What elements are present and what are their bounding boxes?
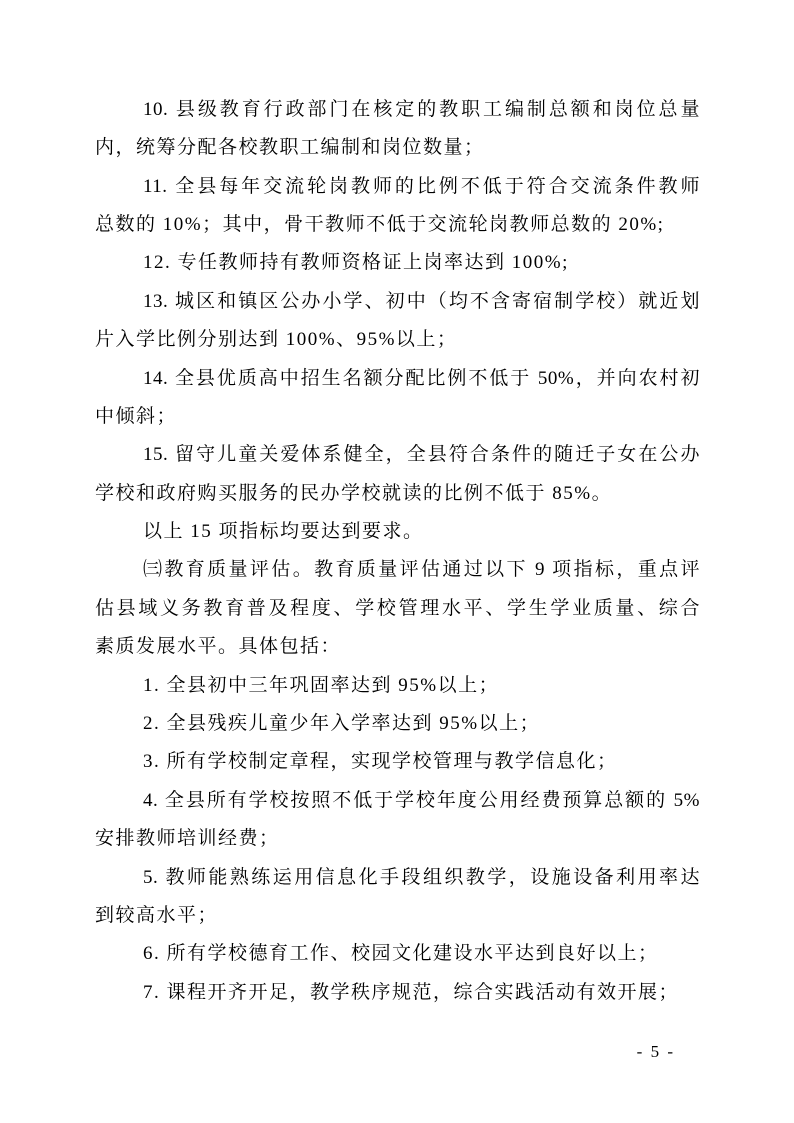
text-line: 素质发展水平。具体包括： xyxy=(95,636,342,658)
text-line: 2. 全县残疾儿童少年入学率达到 95%以上； xyxy=(143,713,541,735)
text-line: 内，统筹分配各校教职工编制和岗位数量； xyxy=(95,137,485,159)
text-line: 10. 县级教育行政部门在核定的教职工编制总额和岗位总量 xyxy=(143,98,700,120)
text-line: 14. 全县优质高中招生名额分配比例不低于 50%，并向农村初 xyxy=(143,367,700,389)
text-line: 12. 专任教师持有教师资格证上岗率达到 100%; xyxy=(143,252,569,274)
page-number: - 5 - xyxy=(636,1042,675,1061)
text-line: 以上 15 项指标均要达到要求。 xyxy=(143,521,424,543)
text-line: 6. 所有学校德育工作、校园文化建设水平达到良好以上； xyxy=(143,943,659,965)
text-line: 安排教师培训经费； xyxy=(95,828,280,850)
text-line: 估县域义务教育普及程度、学校管理水平、学生学业质量、综合 xyxy=(95,597,700,619)
text-line: 7. 课程开齐开足，教学秩序规范，综合实践活动有效开展； xyxy=(143,981,680,1003)
text-line: 3. 所有学校制定章程，实现学校管理与教学信息化； xyxy=(143,751,618,773)
text-line: 13. 城区和镇区公办小学、初中（均不含寄宿制学校）就近划 xyxy=(143,290,700,312)
text-line: 中倾斜； xyxy=(95,405,178,427)
text-line: 总数的 10%；其中，骨干教师不低于交流轮岗教师总数的 20%; xyxy=(95,213,665,235)
text-line: 5. 教师能熟练运用信息化手段组织教学，设施设备利用率达 xyxy=(143,866,700,888)
document-body xyxy=(95,91,700,1012)
text-line: 11. 全县每年交流轮岗教师的比例不低于符合交流条件教师 xyxy=(143,175,700,197)
text-line: ㈢教育质量评估。教育质量评估通过以下 9 项指标，重点评 xyxy=(143,559,700,581)
text-line: 片入学比例分别达到 100%、95%以上； xyxy=(95,329,458,351)
text-line: 到较高水平； xyxy=(95,905,219,926)
text-line: 15. 留守儿童关爱体系健全，全县符合条件的随迁子女在公办 xyxy=(143,444,700,466)
text-line: 学校和政府购买服务的民办学校就读的比例不低于 85%。 xyxy=(95,482,613,504)
text-line: 4. 全县所有学校按照不低于学校年度公用经费预算总额的 5% xyxy=(143,789,700,811)
text-line: 1. 全县初中三年巩固率达到 95%以上； xyxy=(143,674,500,696)
